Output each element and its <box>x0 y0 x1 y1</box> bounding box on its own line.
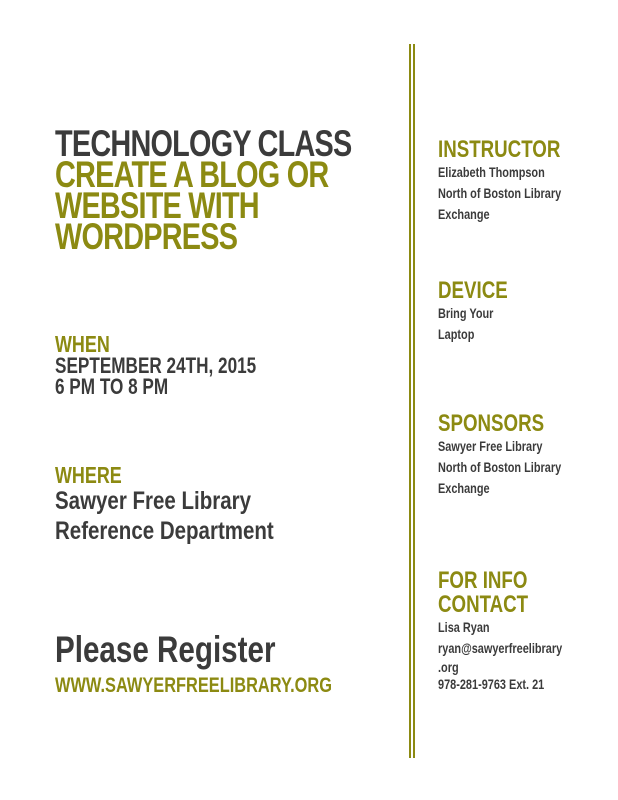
vertical-divider <box>409 44 415 758</box>
where-label: WHERE <box>55 462 122 488</box>
device-line: Bring Your <box>438 305 494 321</box>
title-block <box>55 123 435 257</box>
divider-rule-right <box>413 44 415 758</box>
title-line-technology-class: TECHNOLOGY CLASS <box>55 123 352 164</box>
where-line-library: Sawyer Free Library <box>55 487 251 515</box>
sponsors-heading: SPONSORS <box>438 410 545 437</box>
sponsors-section <box>438 412 596 499</box>
where-line-department: Reference Department <box>55 517 274 545</box>
instructor-line: North of Boston Library <box>438 185 562 201</box>
sponsors-line: North of Boston Library <box>438 459 562 475</box>
when-label: WHEN <box>55 331 110 357</box>
device-heading: DEVICE <box>438 277 508 304</box>
sponsors-line: Exchange <box>438 480 490 496</box>
contact-email-domain[interactable]: .org <box>438 659 459 675</box>
contact-phone: 978-281-9763 Ext. 21 <box>438 676 545 692</box>
device-section <box>438 279 527 345</box>
when-time: 6 PM TO 8 PM <box>55 374 169 399</box>
contact-email-link[interactable]: ryan@sawyerfreelibrary <box>438 640 563 656</box>
title-line-wordpress: WORDPRESS <box>55 216 238 257</box>
where-section <box>55 464 322 546</box>
divider-rule-left <box>409 44 411 758</box>
register-section <box>55 630 410 698</box>
register-heading: Please Register <box>55 629 276 670</box>
title-line-website-with: WEBSITE WITH <box>55 185 259 226</box>
sponsors-line: Sawyer Free Library <box>438 438 543 454</box>
contact-heading-line2: CONTACT <box>438 591 529 618</box>
instructor-line: Exchange <box>438 206 490 222</box>
instructor-heading: INSTRUCTOR <box>438 136 561 163</box>
device-line: Laptop <box>438 326 475 342</box>
register-url-link[interactable]: WWW.SAWYERFREELIBRARY.ORG <box>55 674 332 697</box>
instructor-line: Elizabeth Thompson <box>438 164 545 180</box>
contact-heading-line1: FOR INFO <box>438 567 528 594</box>
title-line-create-blog: CREATE A BLOG OR <box>55 154 329 195</box>
when-section <box>55 333 313 397</box>
when-date: SEPTEMBER 24TH, 2015 <box>55 353 257 378</box>
contact-section <box>438 569 597 693</box>
contact-name: Lisa Ryan <box>438 619 490 635</box>
instructor-section <box>438 138 596 225</box>
